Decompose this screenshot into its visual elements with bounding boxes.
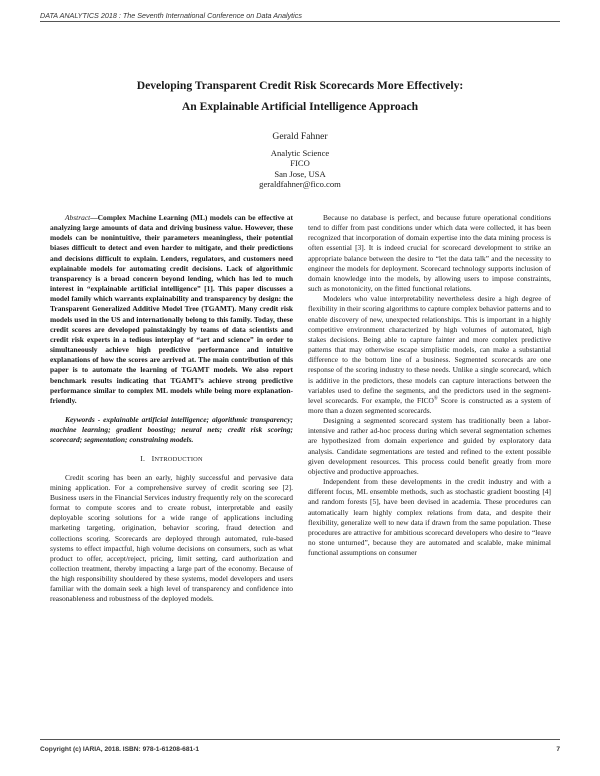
abstract [50,213,293,406]
registered-mark: ® [433,396,438,402]
title-line-1: Developing Transparent Credit Risk Scorecards More Effectively: [136,79,464,92]
section-numeral: I. [140,454,146,464]
paper-title [40,75,560,117]
left-column [50,213,293,605]
right-paragraph-2 [308,294,551,416]
abstract-text: —Complex Machine Learning (ML) models can be effective at analyzing large amounts of data and driving business value. However, these models can be nonintuitive, their parameters meaningless, their potential biases difficult to detect and even harder to mitigate, and their predictions and decisions difficult to explain. Lenders, regulators, and customers need explainable models for automating credit decisions. Lack of algorithmic transparency is a broad concern beyond lending, which has led to much interest in “explainable artificial intelligence” [1]. This paper discusses a model family which warrants explainability and transparency by design: the Transparent Generalized Additive Model Tree (TGAMT). Many credit risk models used in the US and internationally belong to this family. Today, these credit scores are developed painstakingly by teams of data scientists and credit risk experts in a tedious interplay of “art and science” in order to simultaneously achieve high predictive performance and intuitive explanations of how the scores are arrived at. The main contribution of this paper is to automate the learning of TGAMT models. We also report benchmark results indicating that TGAMT’s achieve strong predictive performance similar to complex ML models while being more explanation-friendly. [50,213,293,405]
right-paragraph-3: Designing a segmented scorecard system has traditionally been a labor-intensive and rather ad-hoc process during which several segmentation schemes are hypothesized from domain experience and guided by exploratory data analysis. Candidate segmentations are tested and refined to the extent possible given development resources. This process could benefit greatly from more objective and productive approaches. [308,416,551,476]
conference-header: DATA ANALYTICS 2018 : The Seventh International Conference on Data Analytics [40,11,302,20]
right-paragraph-2-text-b: Score is constructed as a system of more than a dozen segmented scorecards. [308,395,551,415]
author-location: San Jose, USA [274,168,326,179]
intro-paragraph-1: Credit scoring has been an early, highly successful and pervasive data mining application. For a comprehensive survey of credit scoring see [2]. Business users in the Financial Services industry frequently rely on the scorecard format to compute scores and to create robust, interpretable and easily deployable scoring solutions for a wide range of applications including marketing targeting, origination, behavior scoring, fraud detection and collections scoring. Scorecards are deployed through automated, rule-based systems to effect impactful, high volume decisions on consumers, such as what product to offer, accept/reject, pricing, limit setting, card authorization and collection treatment, thereby impacting a large part of the economy. Because of the high responsibility shouldered by these systems, model developers and users familiar with the domain seek a high level of transparency and confidence into reasonableness and robustness of the deployed models. [50,472,293,604]
header-divider [40,21,560,22]
keywords-label: Keywords [65,414,95,424]
author-name: Gerald Fahner [272,131,328,142]
section-title-rest: NTRODUCTION [154,456,203,464]
right-column [308,213,551,558]
author-organization: FICO [290,158,310,169]
section-initial: I [151,454,155,464]
keywords-text: - explainable artificial intelligence; algorithmic transparency; machine learning; gradient boosting; neural nets; credit risk scoring; scorecard; segmentation; constraining models. [50,414,293,445]
keywords [50,415,293,445]
author-email: geraldfahner@fico.com [259,179,341,190]
footer-copyright: Copyright (c) IARIA, 2018. ISBN: 978-1-61208-681-1 [40,746,200,753]
page-footer [40,746,560,753]
author-block [40,132,560,190]
right-paragraph-4: Independent from these developments in the credit industry and with a different focus, ML ensemble methods, such as stochastic gradient boosting [4] and random forests [5], have been devised in academia. These procedures can automatically learn highly complex relations from data, and despite their flexibility, generalize well to new data if drawn from the same population. These procedures are attractive for ambitious scorecard developers who desire to “leave no stone unturned”, because they are automated and scalable, make minimal functional assumptions on consumer [308,477,551,558]
title-line-2: An Explainable Artificial Intelligence Approach [181,100,419,113]
right-paragraph-2-text-a: Modelers who value interpretability nevertheless desire a high degree of flexibility in their scoring algorithms to capture complex behavior patterns and to enable discovery of new, unexpected relationships. This is important in a highly competitive environment characterized by high volumes of automated, high stakes decisions. Being able to capture fainter and more complex predictive patterns that may otherwise escape simplistic models, can make a substantial difference to the bottom line of a business. Segmented scorecards are one response of the scoring industry to these needs. Unlike a single scorecard, which is additive in the predictors, these models can capture interactions between the variables used to define the segments, and the predictors used in the segment-level scorecards. For example, the FICO [308,294,551,405]
abstract-label: Abstract [65,213,91,222]
page-number: 7 [556,746,560,753]
section-heading-introduction [50,454,293,465]
right-paragraph-1: Because no database is perfect, and because future operational conditions tend to differ from past conditions under which data were collected, it has been recognized that incorporation of domain expertise into the data mining process is often essential [3]. It is indeed crucial for scorecard development to strike an appropriate balance between the desire to “let the data talk” and the necessity to engineer the models for deployment. Scorecard technology supports inclusion of domain knowledge into the models, by allowing users to impose constraints, such as monotonicity, on the fitted functional relations. [308,213,551,294]
footer-divider [40,739,560,740]
author-department: Analytic Science [270,147,330,158]
